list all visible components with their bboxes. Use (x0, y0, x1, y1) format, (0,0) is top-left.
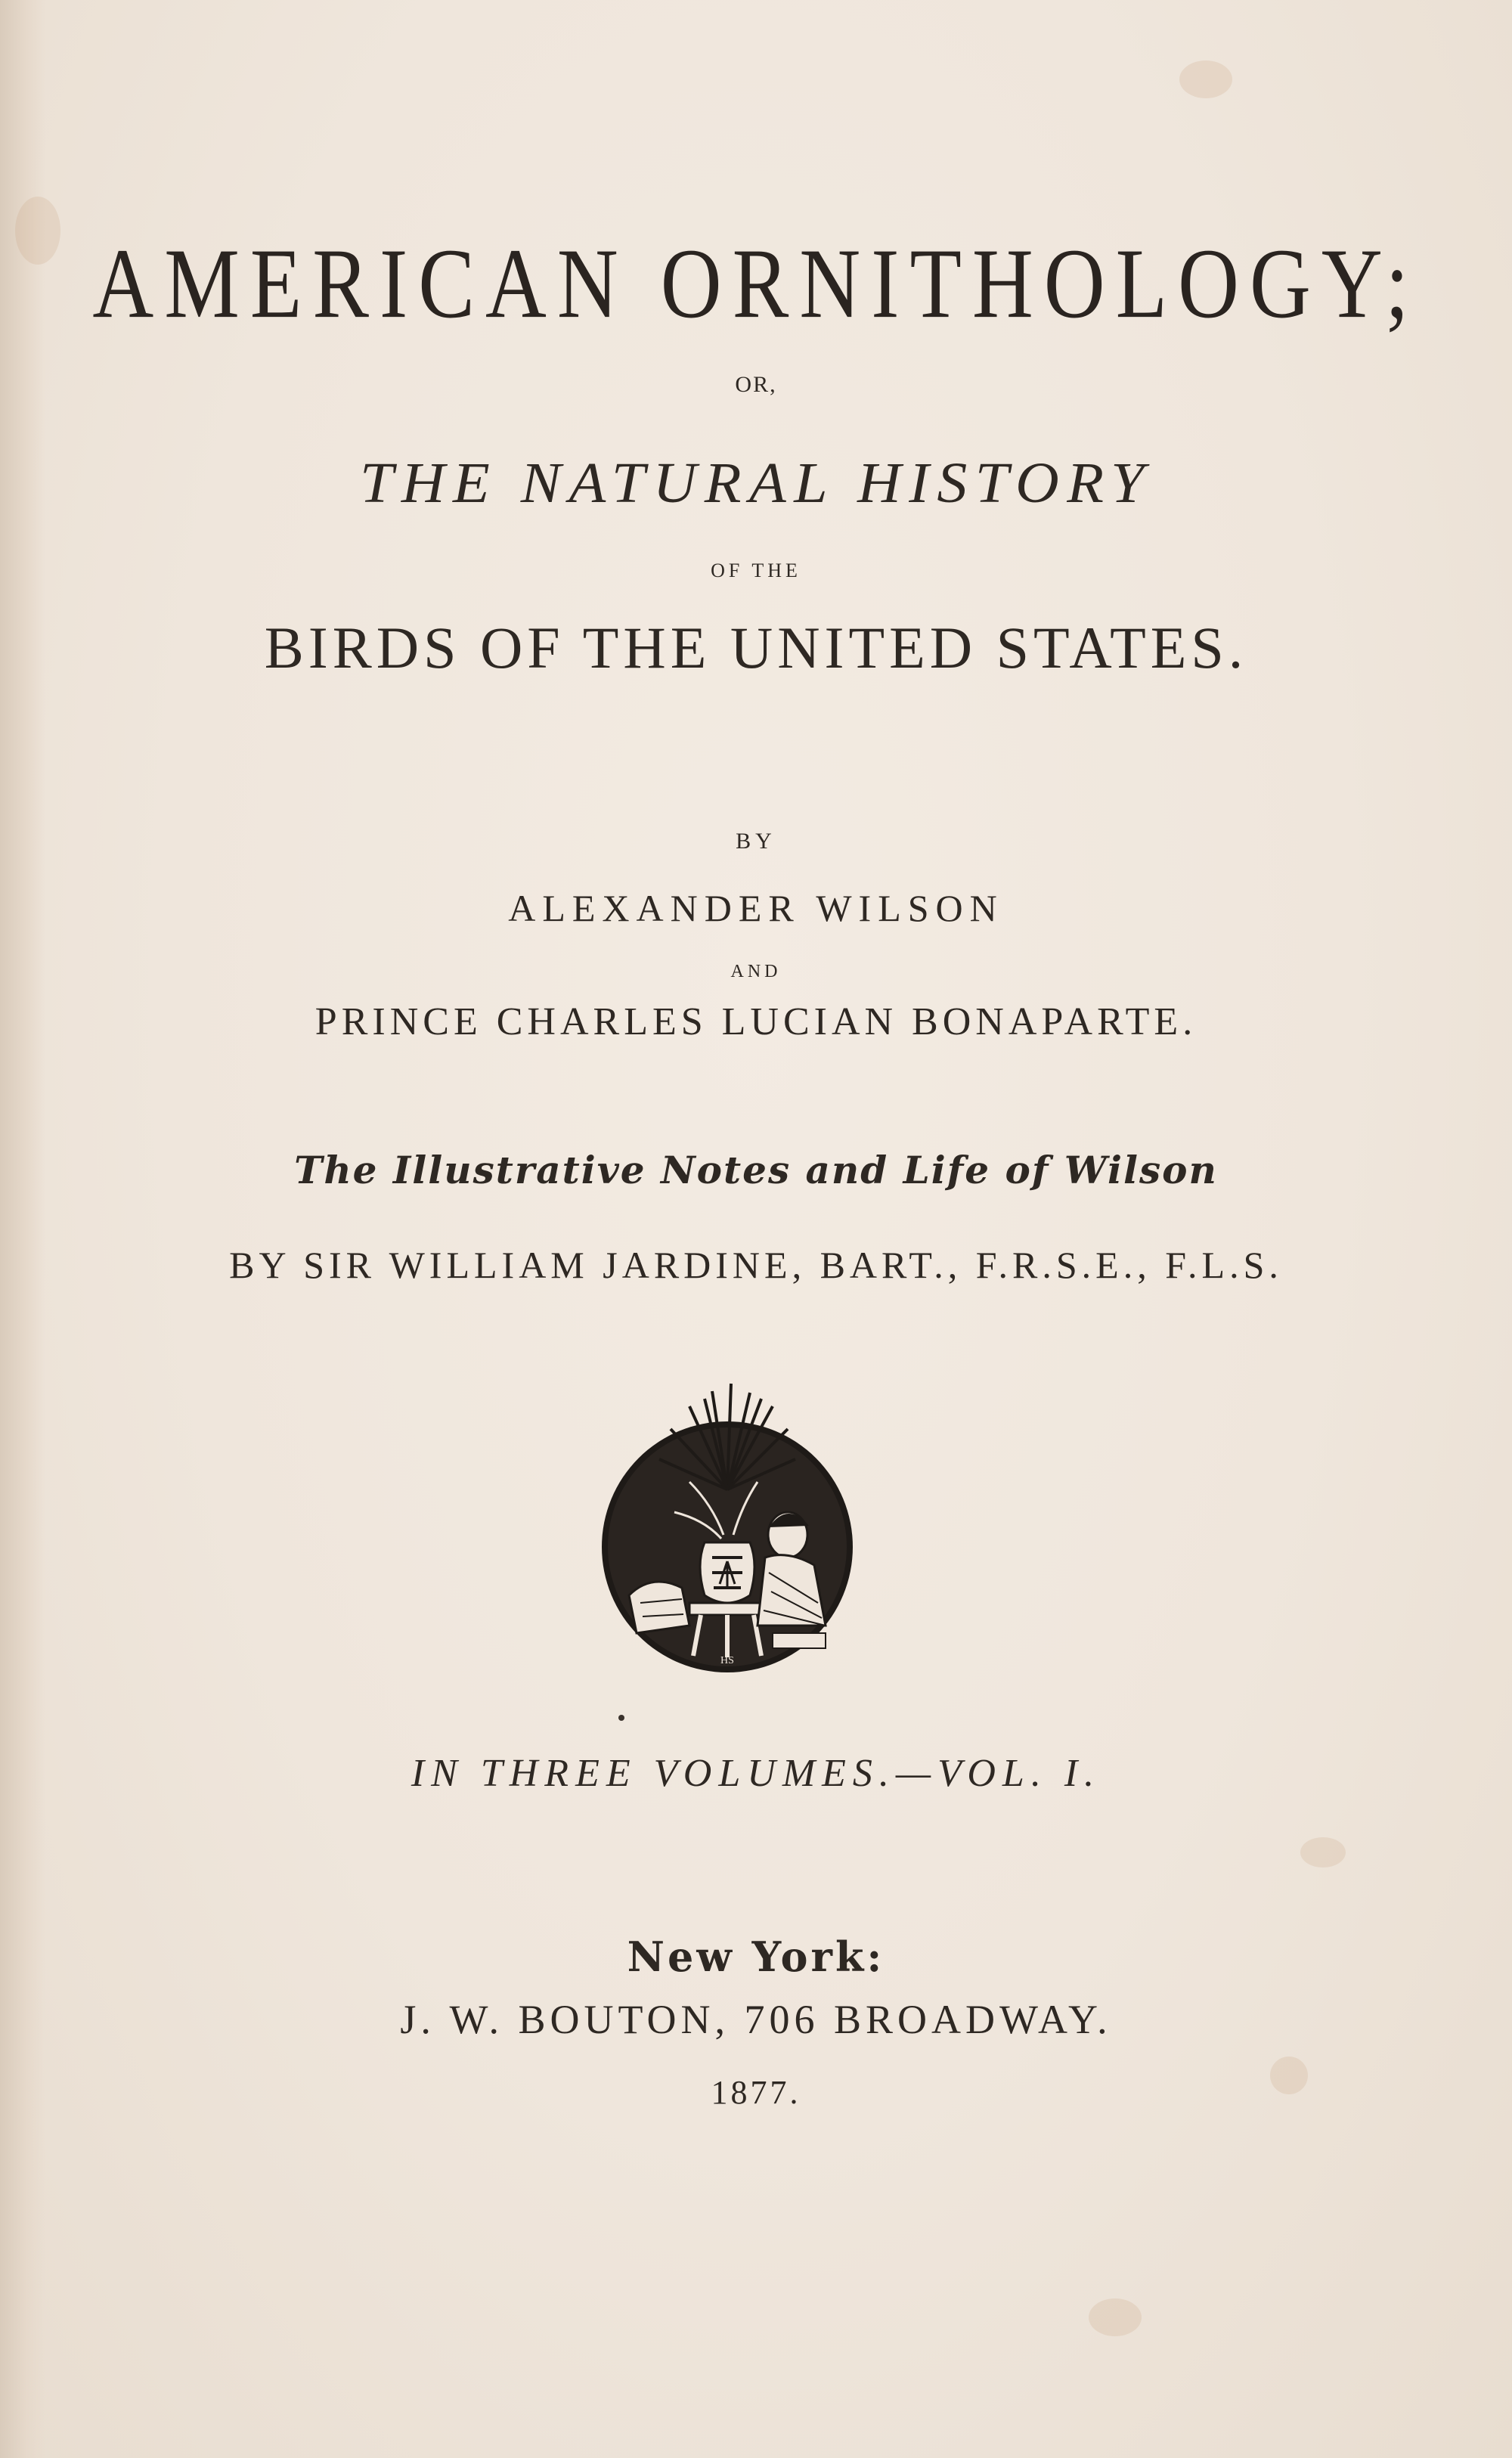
vignette-monogram: HS (720, 1655, 734, 1666)
foxing-stain (1089, 2298, 1142, 2336)
publisher-line: J. W. BOUTON, 706 BROADWAY. (400, 1997, 1112, 2042)
book-title: AMERICAN ORNITHOLOGY; (92, 228, 1420, 339)
author-wilson: ALEXANDER WILSON (508, 887, 1004, 929)
by-line: BY (736, 829, 776, 854)
volumes-line: IN THREE VOLUMES.—VOL. I. (411, 1752, 1101, 1795)
of-the-connector: OF THE (711, 559, 801, 581)
or-conjunction: OR, (735, 372, 777, 397)
publisher-vignette-image (599, 1376, 856, 1675)
editor-line: BY SIR WILLIAM JARDINE, BART., F.R.S.E., F.L.S. (229, 1244, 1283, 1286)
ink-speck (618, 1715, 624, 1721)
foxing-stain (1179, 60, 1232, 98)
and-connector: AND (730, 962, 782, 981)
subject-line: BIRDS OF THE UNITED STATES. (264, 615, 1248, 680)
author-bonaparte: PRINCE CHARLES LUCIAN BONAPARTE. (314, 1000, 1198, 1043)
publication-year: 1877. (711, 2074, 801, 2111)
publication-city: New York: (627, 1933, 885, 1981)
illustrative-notes-line: The Illustrative Notes and Life of Wilson (294, 1148, 1218, 1192)
foxing-stain (1300, 1837, 1346, 1868)
subtitle: THE NATURAL HISTORY (360, 451, 1152, 515)
